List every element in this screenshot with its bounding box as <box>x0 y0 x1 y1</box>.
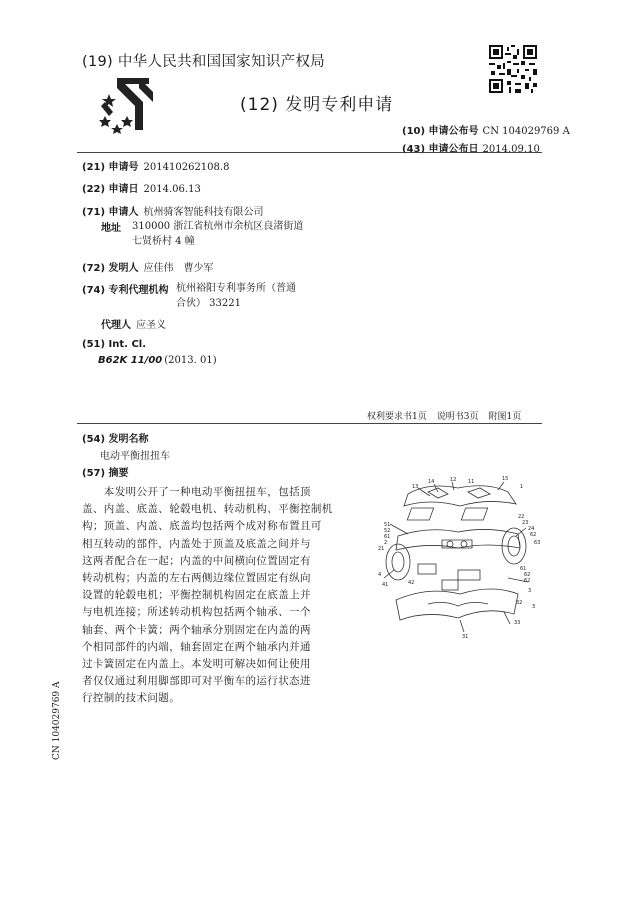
filing-date: 2014.06.13 <box>143 184 201 195</box>
drawing-label: 13 <box>412 484 419 490</box>
filing-date-row <box>82 180 201 195</box>
abstract-line: 过卡簧固定在内盖上。本发明可解决如何让使用 <box>82 658 311 671</box>
drawing-label: 14 <box>428 479 435 485</box>
qr-code-icon <box>489 45 537 93</box>
publication-date: 2014.09.10 <box>482 144 540 155</box>
section-rule <box>77 423 542 424</box>
abstract-line: 者仅仅通过利用脚部即可对平衡车的运行状态进 <box>82 675 311 688</box>
abstract-line: 相互转动的部件，内盖处于顶盖及底盖之间并与 <box>82 537 311 550</box>
drawing-label: 3 <box>532 604 536 610</box>
abstract-text <box>82 484 333 708</box>
drawing-label: 41 <box>382 582 389 588</box>
address-label: 地址 <box>101 223 121 234</box>
applicant-row <box>82 203 264 218</box>
drawing-label: 22 <box>518 514 525 520</box>
ipc-version: (2013. 01) <box>164 355 217 366</box>
application-number-row <box>82 158 229 173</box>
applicant-name: 杭州骑客智能科技有限公司 <box>143 207 264 218</box>
office-name: (19) 中华人民共和国国家知识产权局 <box>82 54 326 70</box>
abstract-label <box>82 464 129 479</box>
drawing-label: 31 <box>462 634 469 640</box>
abstract-line: 轴套、两个卡簧；两个轴承分别固定在内盖的两 <box>82 623 311 636</box>
inventor-label: (72) 发明人 <box>82 263 139 274</box>
abstract-line: 与电机连接；所述转动机构包括两个轴承、一个 <box>82 606 311 619</box>
drawing-label: 62 <box>530 532 537 538</box>
agency-value <box>176 281 296 311</box>
drawing-label: 11 <box>468 479 475 485</box>
abstract-line: 个相同部件的内端，轴套固定在两个轴承内并通 <box>82 640 311 653</box>
application-number-label: (21) 申请号 <box>82 162 139 173</box>
drawing-label: 62 <box>524 572 531 578</box>
inventor-names: 应佳伟 曹少军 <box>143 263 214 274</box>
agency-label: (74) 专利代理机构 <box>82 285 169 296</box>
address-line-1: 310000 浙江省杭州市余杭区良渚街道 <box>132 221 304 232</box>
abstract-line: 设置的轮毂电机；平衡控制机构固定在底盖上并 <box>82 589 311 602</box>
drawing-label: 63 <box>534 540 541 546</box>
drawing-label: 15 <box>502 476 509 482</box>
invention-title-label-text: (54) 发明名称 <box>82 434 149 445</box>
document-type-title: (12) 发明专利申请 <box>240 95 394 115</box>
drawing-label: 61 <box>520 566 527 572</box>
abstract-line: 转动机构；内盖的左右两侧边缘位置固定有纵向 <box>82 572 311 585</box>
ipc-code: B62K 11/00 <box>98 355 163 366</box>
foot-pad-shape <box>407 508 433 520</box>
application-number: 201410262108.8 <box>143 162 230 173</box>
drawings-page-count: 附图1页 <box>488 412 522 422</box>
drawing-label: 3 <box>528 588 532 594</box>
drawing-label: 2 <box>384 540 388 546</box>
agency-line-1: 杭州裕阳专利事务所（普通 <box>176 283 296 294</box>
agency-row <box>82 281 169 296</box>
drawing-label: 23 <box>522 520 529 526</box>
ipc-label-row <box>82 339 146 350</box>
cnipa-emblem-logo <box>95 72 165 136</box>
address-line-2: 七贤桥村 4 幢 <box>132 236 195 247</box>
agency-line-2: 合伙） 33221 <box>176 298 241 309</box>
drawing-label: 4 <box>378 572 382 578</box>
drawing-label: 42 <box>408 580 415 586</box>
publication-number-row <box>402 122 570 137</box>
ipc-label: (51) Int. Cl. <box>82 339 147 350</box>
invention-title-text: 电动平衡扭扭车 <box>100 451 170 462</box>
drawing-label: 21 <box>378 546 385 552</box>
drawing-label: 1 <box>520 484 524 490</box>
side-publication-number: CN 104029769 A <box>52 681 62 760</box>
exploded-view-drawing <box>368 474 548 654</box>
drawing-label: 12 <box>450 477 457 483</box>
agent-label: 代理人 <box>101 320 131 331</box>
publication-number-label: (10) 申请公布号 <box>402 126 479 137</box>
drawing-label: 32 <box>516 600 523 606</box>
description-page-count: 说明书3页 <box>436 412 479 422</box>
page-counts <box>367 409 531 422</box>
abstract-line: 构；顶盖、内盖、底盖均包括两个成对称布置且可 <box>82 520 322 533</box>
applicant-label: (71) 申请人 <box>82 207 139 218</box>
agent-name: 应圣义 <box>136 320 166 331</box>
drawing-label: 24 <box>528 526 535 532</box>
publication-number: CN 104029769 A <box>482 126 570 137</box>
abstract-line: 本发明公开了一种电动平衡扭扭车，包括顶 <box>82 486 311 498</box>
agent-row <box>101 316 166 331</box>
header-rule <box>77 152 542 153</box>
publication-date-label: (43) 申请公布日 <box>402 144 479 155</box>
invention-title <box>100 447 170 462</box>
inventor-row <box>82 259 214 274</box>
drawing-label: 33 <box>514 620 521 626</box>
claims-page-count: 权利要求书1页 <box>367 412 427 422</box>
drawing-label: 61 <box>384 534 391 540</box>
address-value <box>132 219 303 249</box>
abstract-line: 行控制的技术问题。 <box>82 692 181 705</box>
abstract-label-text: (57) 摘要 <box>82 468 129 479</box>
drawing-label: 62 <box>524 578 531 584</box>
ipc-classification <box>98 355 217 366</box>
drawing-label: 51 <box>384 522 391 528</box>
drawing-reference-numbers <box>378 476 540 640</box>
invention-title-label <box>82 430 149 445</box>
abstract-line: 盖、内盖、底盖、轮毂电机、转动机构、平衡控制机 <box>82 503 333 516</box>
bottom-cover-shape <box>396 589 518 620</box>
abstract-line: 这两者配合在一起；内盖的中间横向位置固定有 <box>82 554 311 567</box>
drawing-label: 52 <box>384 528 391 534</box>
address-row <box>101 219 121 234</box>
filing-date-label: (22) 申请日 <box>82 184 139 195</box>
